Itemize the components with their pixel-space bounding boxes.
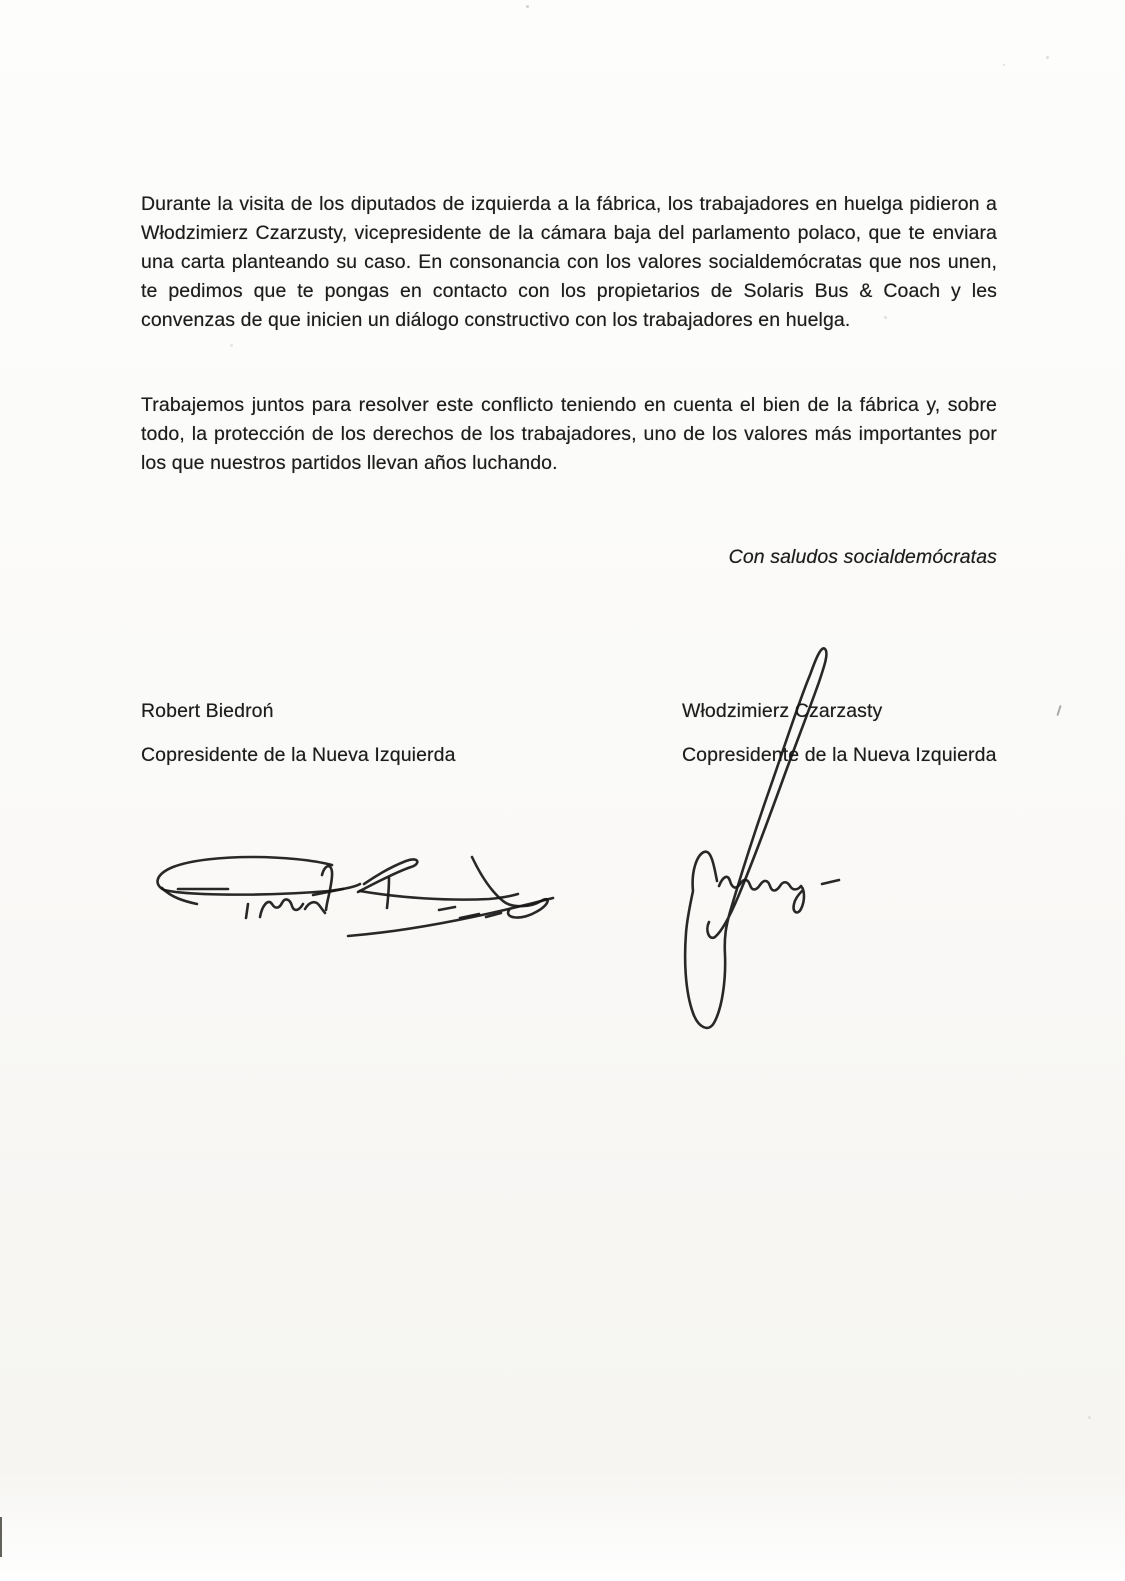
signatory-title-robert-biedron: Copresidente de la Nueva Izquierda [141, 744, 456, 766]
letter-closing-salutation: Con saludos socialdemócratas [728, 545, 997, 568]
scan-speck [526, 5, 529, 8]
scan-edge-artifact [0, 1517, 2, 1557]
signatory-name-robert-biedron: Robert Biedroń [141, 700, 274, 722]
scan-speck [1046, 56, 1049, 59]
scan-ink-tick-artifact [1056, 705, 1061, 716]
letter-paragraph-1: Durante la visita de los diputados de izquierda a la fábrica, los trabajadores en huelga pidieron a Włodzimierz Czarzusty, vicepresidente de la cámara baja del parlamento polaco, que te enviara una carta planteando su caso. En consonancia con los valores socialdemócratas que nos unen, te pedimos que te pongas en contacto con los propietarios de Solaris Bus & Coach y les convenzas de que inicien un diálogo constructivo con los trabajadores en huelga. [141, 192, 997, 331]
wlodzimierz-czarzasty-signature-icon [678, 638, 863, 1043]
scan-speck [1003, 64, 1005, 66]
signatory-title-wlodzimierz-czarzasty: Copresidente de la Nueva Izquierda [682, 744, 997, 766]
scan-speck [1088, 1416, 1091, 1419]
letter-paragraph-2: Trabajemos juntos para resolver este conflicto teniendo en cuenta el bien de la fábrica y, sobre todo, la protección de los derechos de los trabajadores, uno de los valores más importantes por los que nuestros partidos llevan años luchando. [141, 393, 997, 474]
scan-speck [230, 344, 233, 347]
signatory-name-wlodzimierz-czarzasty: Włodzimierz Czarzasty [682, 700, 883, 722]
scan-speck [884, 316, 887, 319]
robert-biedron-signature-icon [148, 838, 558, 943]
